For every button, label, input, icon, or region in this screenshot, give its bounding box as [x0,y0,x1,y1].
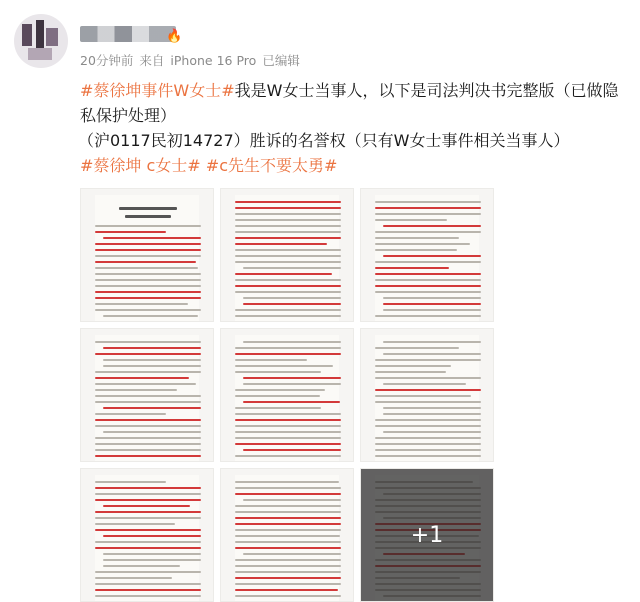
redaction-mark [103,347,201,349]
redaction-mark [235,201,341,203]
text-line [235,511,341,513]
text-line [95,303,188,305]
redaction-mark [95,547,201,549]
text-line [235,505,341,507]
text-line [235,225,341,227]
text-line [235,365,333,367]
redaction-mark [235,273,332,275]
redaction-mark [103,237,201,239]
text-line [235,231,341,233]
redaction-mark [95,291,201,293]
text-line [235,219,341,221]
redaction-mark [235,577,341,579]
redaction-mark [103,535,201,537]
text-line [383,297,481,299]
text-line [235,535,340,537]
text-line [375,219,447,221]
post-time: 20分钟前 [80,53,134,68]
text-line [95,425,201,427]
text-line [95,371,201,373]
hashtag-link[interactable]: #蔡徐坤事件W女士# [80,81,235,100]
redaction-mark [235,237,341,239]
text-line [375,249,457,251]
text-line [95,449,201,451]
text-line [235,583,341,585]
text-line [375,365,451,367]
document-page [235,475,339,601]
text-line [95,493,201,495]
text-line [375,377,481,379]
judgment-image-thumbnail[interactable] [80,468,214,602]
text-line [243,499,341,501]
post-paragraph-2: （沪0117民初14727）胜诉的名誉权（只有W女士事件相关当事人） [78,131,570,150]
text-line [235,565,341,567]
text-line [235,529,341,531]
text-line [375,371,446,373]
text-line [375,443,481,445]
text-line [383,309,481,311]
text-line [235,559,341,561]
redaction-mark [95,419,201,421]
text-line [103,431,201,433]
text-line [235,359,307,361]
document-page [95,475,199,601]
text-line [235,541,341,543]
text-line [375,213,481,215]
text-line [235,595,341,597]
redaction-mark [103,505,190,507]
text-line [235,425,341,427]
text-line [383,353,481,355]
text-line [235,413,341,415]
redaction-mark [95,297,201,299]
page-title-line [125,215,171,218]
text-line [95,225,201,227]
redaction-mark [95,249,201,251]
text-line [383,431,481,433]
redaction-mark [95,499,201,501]
hashtag-link[interactable]: #c先生不要太勇# [205,156,338,175]
redaction-mark [243,303,341,305]
redaction-mark [95,353,201,355]
text-line [375,401,481,403]
redaction-mark [95,487,201,489]
redaction-mark [375,273,481,275]
redaction-mark [243,377,341,379]
text-line [235,487,341,489]
text-line [95,595,201,597]
user-avatar[interactable] [14,14,68,68]
post-text: 我是W女士当事人，以下是司法判决书完整版（已做隐私保护处理） [80,81,619,125]
post-content [80,78,632,178]
text-line [235,571,341,573]
page-title-line [119,207,177,210]
text-line [375,359,481,361]
post-device[interactable]: iPhone 16 Pro [170,53,257,68]
text-line [235,255,341,257]
text-line [95,517,201,519]
redaction-mark [383,225,481,227]
text-line [375,237,459,239]
text-line [243,383,341,385]
text-line [95,481,166,483]
image-grid [80,188,494,592]
more-images-count: +1 [410,522,444,548]
document-page [235,335,339,461]
text-line [95,571,201,573]
text-line [95,341,201,343]
text-line [235,389,325,391]
text-line [235,309,341,311]
text-line [103,565,180,567]
text-line [243,297,341,299]
redaction-mark [375,267,449,269]
redaction-mark [243,401,340,403]
text-line [383,407,481,409]
text-line [95,443,201,445]
text-line [375,395,471,397]
text-line [95,401,201,403]
text-line [235,395,320,397]
hashtag-link[interactable]: #蔡徐坤 c女士# [80,156,201,175]
post-edited[interactable]: 已编辑 [262,53,300,68]
redaction-mark [243,449,341,451]
username-redacted[interactable] [80,26,176,42]
redaction-mark [235,517,341,519]
judgment-image-thumbnail[interactable] [220,468,354,602]
document-page [95,335,199,461]
text-line [95,285,201,287]
redaction-mark [235,493,341,495]
redaction-mark [95,261,196,263]
text-line [235,249,341,251]
redaction-mark [235,353,341,355]
text-line [103,553,201,555]
text-line [383,383,466,385]
post-paragraph-3 [80,153,632,178]
text-line [375,201,481,203]
redaction-mark [95,243,201,245]
text-line [95,523,175,525]
redaction-mark [95,589,201,591]
post-meta [80,51,306,69]
redaction-mark [235,523,341,525]
redaction-mark [375,285,481,287]
text-line [235,315,341,317]
text-line [375,449,481,451]
redaction-mark [95,529,201,531]
text-line [95,267,198,269]
text-line [95,255,201,257]
post-source-prefix: 来自 [139,53,165,68]
text-line [235,279,341,281]
text-line [375,425,481,427]
text-line [375,261,481,263]
judgment-image-thumbnail[interactable] [220,188,354,322]
text-line [235,291,341,293]
text-line [103,365,201,367]
text-line [95,383,196,385]
text-line [243,341,341,343]
text-line [383,341,481,343]
text-line [235,213,341,215]
text-line [243,267,341,269]
text-line [375,315,481,317]
flame-badge-icon: 🔥 [166,29,183,44]
text-line [95,279,201,281]
text-line [235,371,321,373]
text-line [235,407,321,409]
redaction-mark [235,207,341,209]
text-line [375,243,470,245]
text-line [103,559,201,561]
more-images-thumbnail[interactable] [360,468,494,602]
text-line [243,553,341,555]
text-line [235,437,341,439]
document-page [375,335,479,461]
text-line [95,273,201,275]
document-page [235,195,339,321]
judgment-image-thumbnail[interactable] [80,328,214,462]
text-line [95,389,177,391]
text-line [383,413,481,415]
text-line [235,347,341,349]
text-line [375,231,481,233]
judgment-image-thumbnail[interactable] [80,188,214,322]
text-line [235,261,341,263]
more-images-overlay[interactable] [361,469,493,601]
text-line [95,395,201,397]
text-line [95,577,172,579]
redaction-mark [235,285,341,287]
redaction-mark [95,377,189,379]
redaction-mark [383,303,481,305]
text-line [375,437,481,439]
text-line [235,455,341,457]
text-line [95,309,201,311]
redaction-mark [103,407,201,409]
text-line [235,481,339,483]
text-line [103,315,198,317]
judgment-image-thumbnail[interactable] [360,188,494,322]
document-page [375,195,479,321]
redaction-mark [375,389,481,391]
post-header [0,0,640,70]
redaction-mark [95,511,201,513]
text-line [375,455,481,457]
redaction-mark [235,547,341,549]
redaction-mark [235,443,341,445]
text-line [95,583,201,585]
redaction-mark [235,419,341,421]
text-line [235,431,341,433]
judgment-image-thumbnail[interactable] [360,328,494,462]
redaction-mark [235,589,338,591]
text-line [95,437,201,439]
text-line [95,413,166,415]
text-line [375,279,481,281]
redaction-mark [375,207,481,209]
redaction-mark [95,455,201,457]
document-page [95,195,199,321]
redaction-mark [383,255,481,257]
redaction-mark [235,243,327,245]
text-line [375,347,459,349]
text-line [375,419,481,421]
redaction-mark [95,231,166,233]
text-line [95,541,201,543]
post-paragraph-1 [80,78,632,128]
judgment-image-thumbnail[interactable] [220,328,354,462]
text-line [103,359,201,361]
text-line [375,291,481,293]
